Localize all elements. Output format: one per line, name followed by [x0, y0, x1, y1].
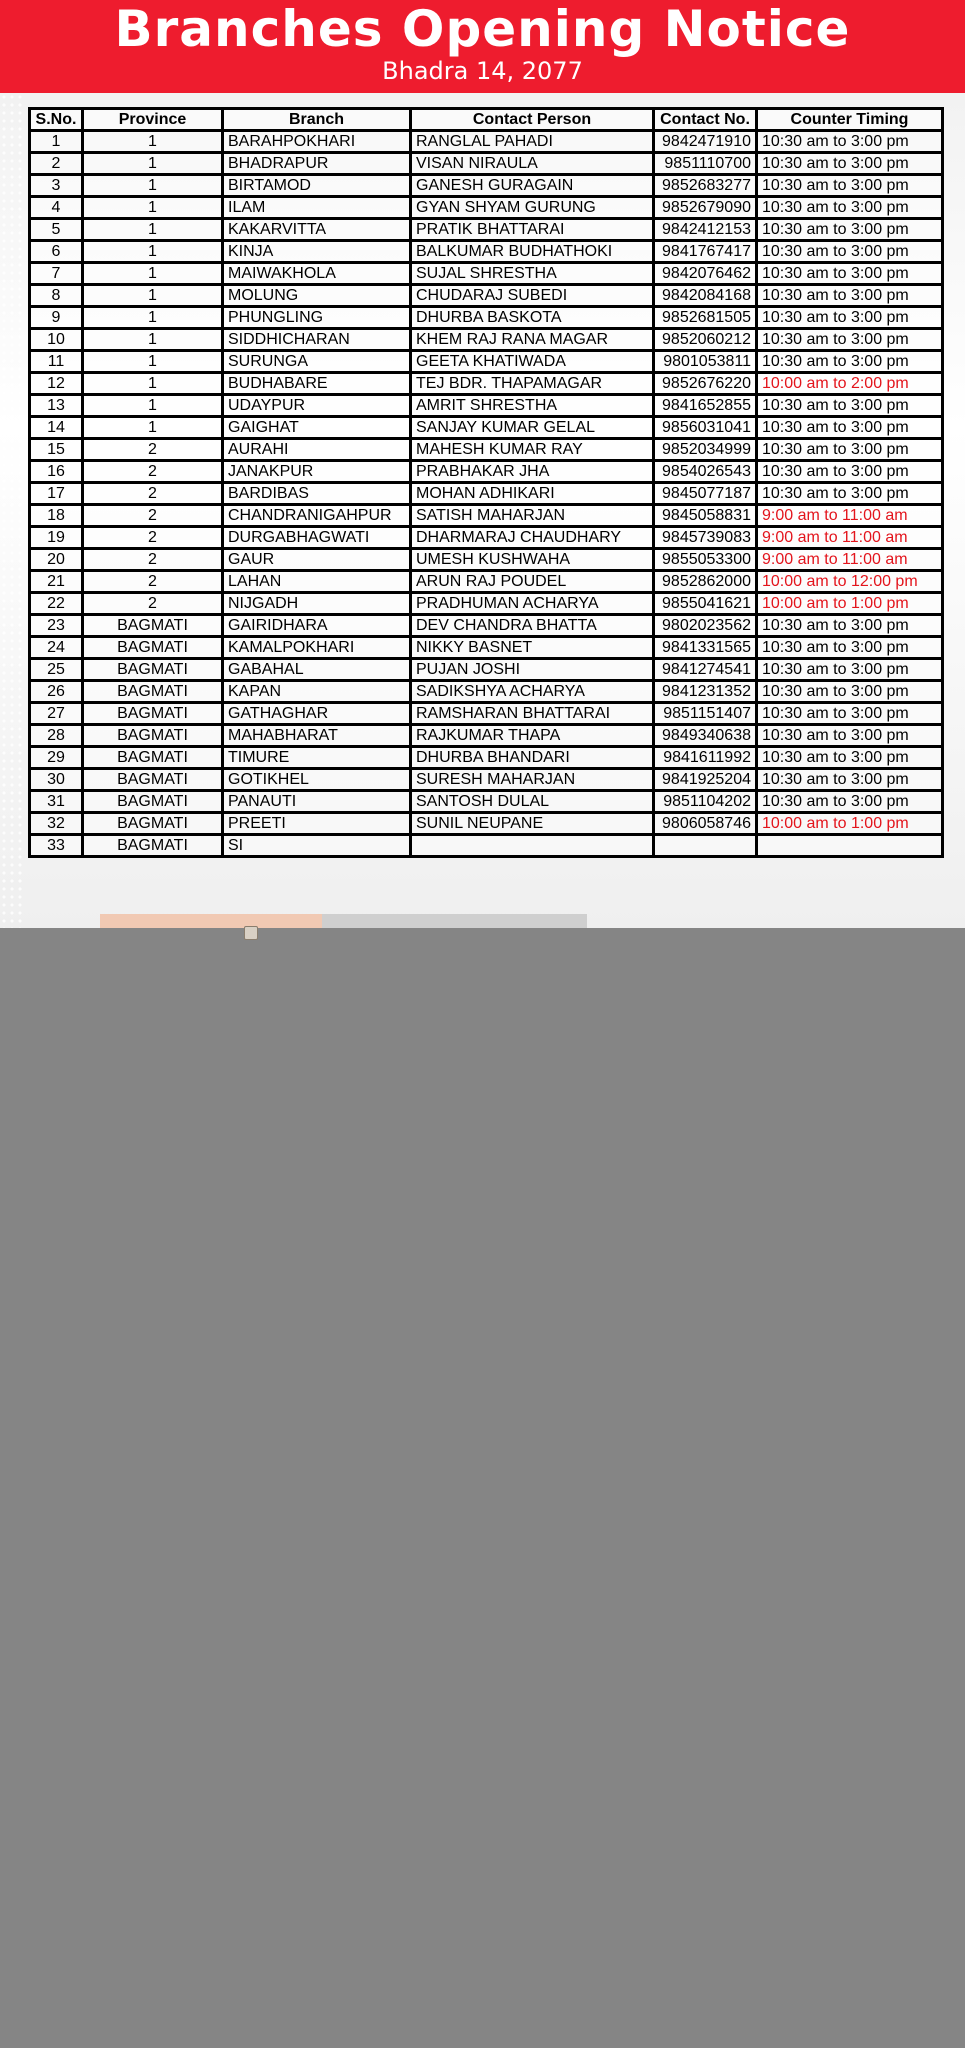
cell-province: 1 [83, 219, 223, 241]
cell-province: BAGMATI [83, 835, 223, 857]
cell-contact-person: DHURBA BHANDARI [411, 747, 654, 769]
cell-province: 1 [83, 197, 223, 219]
cell-contact-no: 9802023562 [654, 615, 757, 637]
table-row [30, 659, 943, 681]
cell-contact-no: 9841231352 [654, 681, 757, 703]
cell-counter-timing: 10:30 am to 3:00 pm [757, 329, 943, 351]
cell-sno: 25 [30, 659, 83, 681]
cell-contact-no: 9851104202 [654, 791, 757, 813]
cell-province: 1 [83, 131, 223, 153]
cell-sno: 21 [30, 571, 83, 593]
cell-contact-person: GEETA KHATIWADA [411, 351, 654, 373]
table-row [30, 175, 943, 197]
cell-contact-person: PRABHAKAR JHA [411, 461, 654, 483]
cell-branch: LAHAN [223, 571, 411, 593]
cell-contact-person: SANTOSH DULAL [411, 791, 654, 813]
cell-sno: 33 [30, 835, 83, 857]
cell-province: 2 [83, 571, 223, 593]
table-row [30, 571, 943, 593]
cell-sno: 7 [30, 263, 83, 285]
cell-sno: 14 [30, 417, 83, 439]
cell-counter-timing: 10:30 am to 3:00 pm [757, 637, 943, 659]
cell-sno: 30 [30, 769, 83, 791]
cell-counter-timing [757, 835, 943, 857]
cell-contact-no: 9852679090 [654, 197, 757, 219]
cell-contact-person: RAMSHARAN BHATTARAI [411, 703, 654, 725]
cell-province: BAGMATI [83, 681, 223, 703]
cell-branch: MOLUNG [223, 285, 411, 307]
cell-province: BAGMATI [83, 615, 223, 637]
cell-contact-person: BALKUMAR BUDHATHOKI [411, 241, 654, 263]
cell-contact-no: 9852683277 [654, 175, 757, 197]
cell-branch: GOTIKHEL [223, 769, 411, 791]
cell-contact-person: KHEM RAJ RANA MAGAR [411, 329, 654, 351]
cell-province: BAGMATI [83, 725, 223, 747]
cell-contact-no: 9852862000 [654, 571, 757, 593]
cell-counter-timing: 10:30 am to 3:00 pm [757, 285, 943, 307]
table-row [30, 219, 943, 241]
cell-counter-timing: 9:00 am to 11:00 am [757, 549, 943, 571]
column-header-branch: Branch [223, 109, 411, 131]
cell-province: BAGMATI [83, 659, 223, 681]
cell-sno: 11 [30, 351, 83, 373]
cell-contact-no: 9852681505 [654, 307, 757, 329]
table-row [30, 307, 943, 329]
cell-sno: 24 [30, 637, 83, 659]
pin-icon [244, 926, 258, 940]
cell-sno: 5 [30, 219, 83, 241]
column-header-sno: S.No. [30, 109, 83, 131]
cell-branch: KAPAN [223, 681, 411, 703]
cell-counter-timing: 10:30 am to 3:00 pm [757, 747, 943, 769]
table-row [30, 813, 943, 835]
cell-branch: KAMALPOKHARI [223, 637, 411, 659]
cell-sno: 19 [30, 527, 83, 549]
cell-sno: 26 [30, 681, 83, 703]
cell-contact-no: 9851151407 [654, 703, 757, 725]
cell-counter-timing: 10:30 am to 3:00 pm [757, 307, 943, 329]
cell-province: 2 [83, 549, 223, 571]
cell-branch: GAUR [223, 549, 411, 571]
cell-counter-timing: 10:30 am to 3:00 pm [757, 659, 943, 681]
cell-contact-no: 9856031041 [654, 417, 757, 439]
cell-contact-no: 9842412153 [654, 219, 757, 241]
image-overlay-shade [322, 914, 587, 928]
cell-province: 1 [83, 351, 223, 373]
cell-contact-no: 9842084168 [654, 285, 757, 307]
cell-contact-no: 9852060212 [654, 329, 757, 351]
cell-counter-timing: 9:00 am to 11:00 am [757, 527, 943, 549]
cell-province: BAGMATI [83, 769, 223, 791]
cell-branch: CHANDRANIGAHPUR [223, 505, 411, 527]
cell-branch: KAKARVITTA [223, 219, 411, 241]
cell-branch: SIDDHICHARAN [223, 329, 411, 351]
cell-counter-timing: 10:30 am to 3:00 pm [757, 769, 943, 791]
cell-contact-no: 9801053811 [654, 351, 757, 373]
cell-counter-timing: 10:30 am to 3:00 pm [757, 439, 943, 461]
cell-province: 1 [83, 153, 223, 175]
cell-sno: 1 [30, 131, 83, 153]
cell-branch: BIRTAMOD [223, 175, 411, 197]
table-row [30, 791, 943, 813]
cell-branch: PHUNGLING [223, 307, 411, 329]
cell-sno: 32 [30, 813, 83, 835]
cell-branch: PREETI [223, 813, 411, 835]
table-row [30, 769, 943, 791]
table-row [30, 747, 943, 769]
cell-contact-no: 9852034999 [654, 439, 757, 461]
table-row [30, 483, 943, 505]
cell-province: BAGMATI [83, 747, 223, 769]
cell-contact-no: 9845077187 [654, 483, 757, 505]
table-row [30, 329, 943, 351]
cell-sno: 28 [30, 725, 83, 747]
cell-province: 2 [83, 593, 223, 615]
column-header-province: Province [83, 109, 223, 131]
cell-contact-no: 9842076462 [654, 263, 757, 285]
cell-contact-no: 9851110700 [654, 153, 757, 175]
cell-sno: 6 [30, 241, 83, 263]
cell-contact-person: NIKKY BASNET [411, 637, 654, 659]
cell-branch: AURAHI [223, 439, 411, 461]
cell-branch: PANAUTI [223, 791, 411, 813]
cell-sno: 17 [30, 483, 83, 505]
cell-province: 1 [83, 175, 223, 197]
cell-province: 1 [83, 307, 223, 329]
column-header-contact-no: Contact No. [654, 109, 757, 131]
cell-contact-person: MAHESH KUMAR RAY [411, 439, 654, 461]
cell-province: 2 [83, 505, 223, 527]
cell-counter-timing: 10:00 am to 1:00 pm [757, 593, 943, 615]
cell-province: BAGMATI [83, 813, 223, 835]
cell-sno: 23 [30, 615, 83, 637]
table-row [30, 197, 943, 219]
cell-counter-timing: 10:30 am to 3:00 pm [757, 461, 943, 483]
cell-contact-no: 9841611992 [654, 747, 757, 769]
table-row [30, 417, 943, 439]
cell-branch: GAIRIDHARA [223, 615, 411, 637]
notice-title: Branches Opening Notice [114, 0, 851, 58]
cell-counter-timing: 10:30 am to 3:00 pm [757, 131, 943, 153]
table-row [30, 505, 943, 527]
cell-contact-person: DHURBA BASKOTA [411, 307, 654, 329]
cell-sno: 13 [30, 395, 83, 417]
cell-province: 2 [83, 527, 223, 549]
cell-counter-timing: 10:30 am to 3:00 pm [757, 175, 943, 197]
table-row [30, 615, 943, 637]
cell-counter-timing: 10:30 am to 3:00 pm [757, 681, 943, 703]
cell-sno: 12 [30, 373, 83, 395]
cell-contact-person: AMRIT SHRESTHA [411, 395, 654, 417]
cell-contact-no: 9841274541 [654, 659, 757, 681]
table-row [30, 131, 943, 153]
cell-branch: SURUNGA [223, 351, 411, 373]
cell-counter-timing: 10:00 am to 1:00 pm [757, 813, 943, 835]
branch-table [28, 107, 944, 858]
cell-contact-person: TEJ BDR. THAPAMAGAR [411, 373, 654, 395]
cell-sno: 10 [30, 329, 83, 351]
cell-counter-timing: 10:30 am to 3:00 pm [757, 791, 943, 813]
table-row [30, 153, 943, 175]
cell-branch: UDAYPUR [223, 395, 411, 417]
cell-sno: 18 [30, 505, 83, 527]
cell-counter-timing: 10:00 am to 12:00 pm [757, 571, 943, 593]
cell-contact-no: 9841331565 [654, 637, 757, 659]
cell-counter-timing: 10:30 am to 3:00 pm [757, 351, 943, 373]
table-row [30, 373, 943, 395]
cell-counter-timing: 10:30 am to 3:00 pm [757, 153, 943, 175]
table-row [30, 681, 943, 703]
cell-province: BAGMATI [83, 791, 223, 813]
cell-contact-no: 9849340638 [654, 725, 757, 747]
cell-contact-no: 9852676220 [654, 373, 757, 395]
cell-contact-person: SANJAY KUMAR GELAL [411, 417, 654, 439]
cell-counter-timing: 10:30 am to 3:00 pm [757, 615, 943, 637]
table-row [30, 395, 943, 417]
cell-contact-no: 9855041621 [654, 593, 757, 615]
table-row [30, 593, 943, 615]
cell-sno: 16 [30, 461, 83, 483]
cell-contact-person: DHARMARAJ CHAUDHARY [411, 527, 654, 549]
cell-counter-timing: 9:00 am to 11:00 am [757, 505, 943, 527]
cell-branch: TIMURE [223, 747, 411, 769]
column-header-contact-person: Contact Person [411, 109, 654, 131]
cell-sno: 22 [30, 593, 83, 615]
table-row [30, 351, 943, 373]
cell-province: 1 [83, 417, 223, 439]
cell-contact-person: PUJAN JOSHI [411, 659, 654, 681]
cell-branch: MAIWAKHOLA [223, 263, 411, 285]
cell-contact-person: RAJKUMAR THAPA [411, 725, 654, 747]
cell-branch: GATHAGHAR [223, 703, 411, 725]
cell-branch: JANAKPUR [223, 461, 411, 483]
table-row [30, 241, 943, 263]
table-row [30, 285, 943, 307]
cell-branch: BARAHPOKHARI [223, 131, 411, 153]
cell-branch: SI [223, 835, 411, 857]
cell-counter-timing: 10:30 am to 3:00 pm [757, 725, 943, 747]
cell-contact-no: 9854026543 [654, 461, 757, 483]
cell-province: 1 [83, 285, 223, 307]
cell-province: 2 [83, 483, 223, 505]
cell-contact-person: GYAN SHYAM GURUNG [411, 197, 654, 219]
cell-sno: 27 [30, 703, 83, 725]
cell-sno: 15 [30, 439, 83, 461]
cell-province: 1 [83, 263, 223, 285]
table-row [30, 835, 943, 857]
cell-contact-person [411, 835, 654, 857]
cell-contact-person: PRADHUMAN ACHARYA [411, 593, 654, 615]
table-row [30, 725, 943, 747]
table-row [30, 637, 943, 659]
cell-branch: DURGABHAGWATI [223, 527, 411, 549]
table-row [30, 461, 943, 483]
cell-sno: 4 [30, 197, 83, 219]
cell-contact-no: 9845739083 [654, 527, 757, 549]
cell-counter-timing: 10:30 am to 3:00 pm [757, 263, 943, 285]
table-row [30, 549, 943, 571]
cell-province: 2 [83, 439, 223, 461]
cell-province: BAGMATI [83, 637, 223, 659]
cell-branch: BHADRAPUR [223, 153, 411, 175]
cell-sno: 8 [30, 285, 83, 307]
table-header-row [30, 109, 943, 131]
image-overlay-highlight [100, 914, 322, 928]
cell-contact-no: 9806058746 [654, 813, 757, 835]
cell-counter-timing: 10:30 am to 3:00 pm [757, 395, 943, 417]
cell-contact-person: ARUN RAJ POUDEL [411, 571, 654, 593]
table-row [30, 527, 943, 549]
cell-contact-person: UMESH KUSHWAHA [411, 549, 654, 571]
cell-contact-person: SUNIL NEUPANE [411, 813, 654, 835]
cell-branch: ILAM [223, 197, 411, 219]
image-loading-area [0, 928, 965, 2048]
cell-counter-timing: 10:30 am to 3:00 pm [757, 241, 943, 263]
cell-branch: KINJA [223, 241, 411, 263]
cell-counter-timing: 10:30 am to 3:00 pm [757, 483, 943, 505]
cell-sno: 2 [30, 153, 83, 175]
cell-contact-person: MOHAN ADHIKARI [411, 483, 654, 505]
cell-contact-person: SADIKSHYA ACHARYA [411, 681, 654, 703]
cell-contact-no: 9841767417 [654, 241, 757, 263]
cell-counter-timing: 10:30 am to 3:00 pm [757, 219, 943, 241]
cell-branch: BARDIBAS [223, 483, 411, 505]
cell-contact-person: SURESH MAHARJAN [411, 769, 654, 791]
notice-date: Bhadra 14, 2077 [382, 57, 583, 85]
cell-contact-no: 9841925204 [654, 769, 757, 791]
cell-counter-timing: 10:30 am to 3:00 pm [757, 417, 943, 439]
cell-contact-no [654, 835, 757, 857]
cell-contact-person: PRATIK BHATTARAI [411, 219, 654, 241]
cell-contact-person: SATISH MAHARJAN [411, 505, 654, 527]
table-row [30, 439, 943, 461]
cell-province: 1 [83, 373, 223, 395]
cell-contact-person: DEV CHANDRA BHATTA [411, 615, 654, 637]
cell-counter-timing: 10:30 am to 3:00 pm [757, 703, 943, 725]
cell-contact-person: VISAN NIRAULA [411, 153, 654, 175]
cell-contact-no: 9845058831 [654, 505, 757, 527]
cell-contact-person: RANGLAL PAHADI [411, 131, 654, 153]
cell-province: 2 [83, 461, 223, 483]
cell-contact-no: 9841652855 [654, 395, 757, 417]
cell-contact-person: CHUDARAJ SUBEDI [411, 285, 654, 307]
table-row [30, 703, 943, 725]
cell-province: 1 [83, 241, 223, 263]
cell-branch: MAHABHARAT [223, 725, 411, 747]
cell-sno: 3 [30, 175, 83, 197]
notice-body [0, 93, 965, 928]
cell-sno: 29 [30, 747, 83, 769]
column-header-counter-timing: Counter Timing [757, 109, 943, 131]
cell-branch: NIJGADH [223, 593, 411, 615]
cell-contact-person: GANESH GURAGAIN [411, 175, 654, 197]
cell-branch: GAIGHAT [223, 417, 411, 439]
cell-contact-no: 9855053300 [654, 549, 757, 571]
cell-counter-timing: 10:30 am to 3:00 pm [757, 197, 943, 219]
cell-branch: GABAHAL [223, 659, 411, 681]
cell-branch: BUDHABARE [223, 373, 411, 395]
cell-sno: 20 [30, 549, 83, 571]
cell-sno: 31 [30, 791, 83, 813]
notice-header [0, 0, 965, 93]
cell-contact-person: SUJAL SHRESTHA [411, 263, 654, 285]
cell-sno: 9 [30, 307, 83, 329]
cell-province: 1 [83, 329, 223, 351]
cell-province: BAGMATI [83, 703, 223, 725]
cell-counter-timing: 10:00 am to 2:00 pm [757, 373, 943, 395]
cell-contact-no: 9842471910 [654, 131, 757, 153]
table-row [30, 263, 943, 285]
cell-province: 1 [83, 395, 223, 417]
